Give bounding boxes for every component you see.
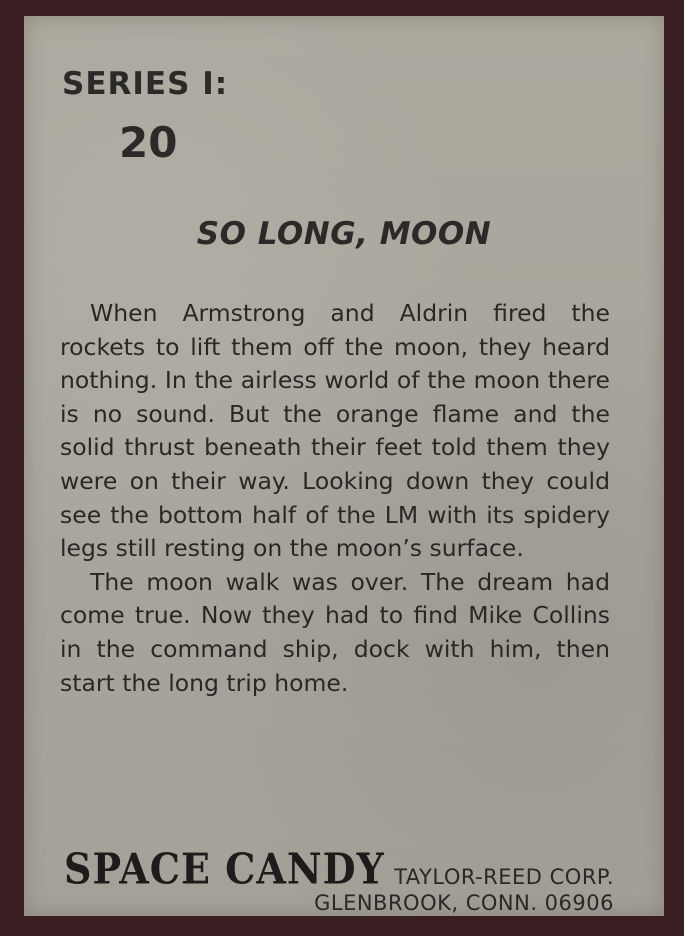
brand-logo: SPACE CANDY [64,844,385,894]
series-label: SERIES I: [62,66,229,102]
company-location: GLENBROOK, CONN. 06906 [314,891,614,915]
body-paragraph-2: The moon walk was over. The dream had come true. Now they had to find Mike Collins in the command ship, dock with him, then start the long trip home. [60,567,610,697]
card-body-text [60,297,610,700]
trading-card-back [24,16,664,916]
body-paragraph-1: When Armstrong and Aldrin fired the rockets to lift them off the moon, they heard nothing. In the airless world of the moon there is no sound. But the orange flame and the solid thrust beneath their feet told them they were on their way. Looking down they could see the bottom half of the LM with its spidery legs still resting on the moon’s surface. [60,299,610,563]
company-name: TAYLOR-REED CORP. [394,865,614,889]
card-number: 20 [119,118,178,167]
card-title: SO LONG, MOON [196,216,492,252]
company-address [314,864,614,916]
